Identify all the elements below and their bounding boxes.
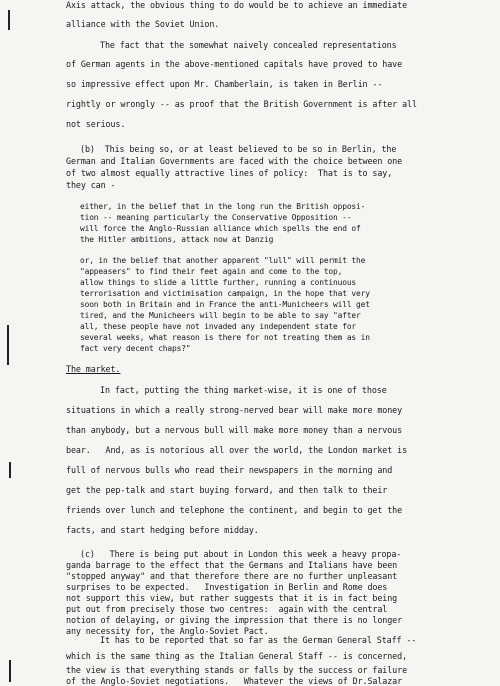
- margin-mark: [9, 462, 11, 478]
- text-line: either, in the belief that in the long run the British opposi-: [80, 202, 366, 211]
- text-line: of German agents in the above-mentioned capitals have proved to have: [66, 59, 403, 69]
- text-line: soon both in Britain and in France the anti-Municheers will get: [80, 300, 370, 309]
- text-line: all, these people have not invaded any independent state for: [80, 322, 357, 331]
- text-line: they can -: [66, 180, 116, 190]
- text-line: not support this view, but rather suggests that it is in fact being: [66, 593, 398, 603]
- text-line: surprises to be expected. Investigation in Berlin and Rome does: [66, 582, 388, 592]
- text-line: The fact that the somewhat naively concealed representations: [100, 40, 397, 50]
- text-line: ganda barrage to the effect that the Germans and Italians have been: [66, 560, 398, 570]
- text-line: tion -- meaning particularly the Conservative Opposition --: [80, 213, 352, 222]
- text-line: facts, and start hedging before midday.: [66, 525, 259, 535]
- text-line: not serious.: [66, 119, 126, 129]
- section-heading: The market.: [66, 364, 121, 374]
- text-line: any necessity for, the Anglo-Soviet Pact.: [66, 626, 269, 636]
- text-line: (c) There is being put about in London this week a heavy propa-: [80, 549, 402, 559]
- text-line: "stopped anyway" and that therefore there are no further unpleasant: [66, 571, 398, 581]
- text-line: (b) This being so, or at least believed to be so in Berlin, the: [80, 144, 397, 154]
- text-line: It has to be reported that so far as the German General Staff --: [100, 635, 417, 645]
- text-line: "appeasers" to find their feet again and come to the top,: [80, 267, 343, 276]
- margin-mark: [9, 660, 11, 682]
- text-line: rightly or wrongly -- as proof that the British Government is after all: [66, 99, 417, 109]
- text-line: than anybody, but a nervous bull will make more money than a nervous: [66, 425, 403, 435]
- text-line: the view is that everything stands or falls by the success or failure: [66, 665, 408, 675]
- text-line: friends over lunch and telephone the continent, and begin to get the: [66, 505, 403, 515]
- margin-mark: [8, 10, 10, 30]
- text-line: In fact, putting the thing market-wise, it is one of those: [100, 385, 387, 395]
- text-line: full of nervous bulls who read their newspapers in the morning and: [66, 465, 393, 475]
- text-line: bear. And, as is notorious all over the world, the London market is: [66, 445, 408, 455]
- text-line: will force the Anglo-Russian alliance which spells the end of: [80, 224, 361, 233]
- text-line: fact very decent chaps?": [80, 344, 191, 353]
- text-line: or, in the belief that another apparent "lull" will permit the: [80, 256, 366, 265]
- text-line: Axis attack, the obvious thing to do would be to achieve an immediate: [66, 0, 408, 10]
- text-line: get the pep-talk and start buying forward, and then talk to their: [66, 485, 388, 495]
- text-line: so impressive effect upon Mr. Chamberlain, is taken in Berlin --: [66, 79, 383, 89]
- text-line: of two almost equally attractive lines of policy: That is to say,: [66, 168, 393, 178]
- text-line: German and Italian Governments are faced with the choice between one: [66, 156, 403, 166]
- text-line: the Hitler ambitions, attack now at Danzig: [80, 235, 274, 244]
- text-line: of the Anglo-Soviet negotiations. Whatever the views of Dr.Salazar: [66, 676, 403, 686]
- text-line: allow things to slide a little further, running a continuous: [80, 278, 357, 287]
- text-line: situations in which a really strong-nerved bear will make more money: [66, 405, 403, 415]
- text-line: terrorisation and victimisation campaign, in the hope that very: [80, 289, 370, 298]
- text-line: which is the same thing as the Italian General Staff -- is concerned,: [66, 651, 408, 661]
- margin-mark: [7, 325, 9, 365]
- text-line: notion of delaying, or giving the impression that there is no longer: [66, 615, 403, 625]
- text-line: tired, and the Municheers will begin to be able to say "after: [80, 311, 361, 320]
- text-line: alliance with the Soviet Union.: [66, 19, 220, 29]
- text-line: several weeks, what reason is there for not treating them as in: [80, 333, 370, 342]
- text-line: put out from precisely those two centres: again with the central: [66, 604, 388, 614]
